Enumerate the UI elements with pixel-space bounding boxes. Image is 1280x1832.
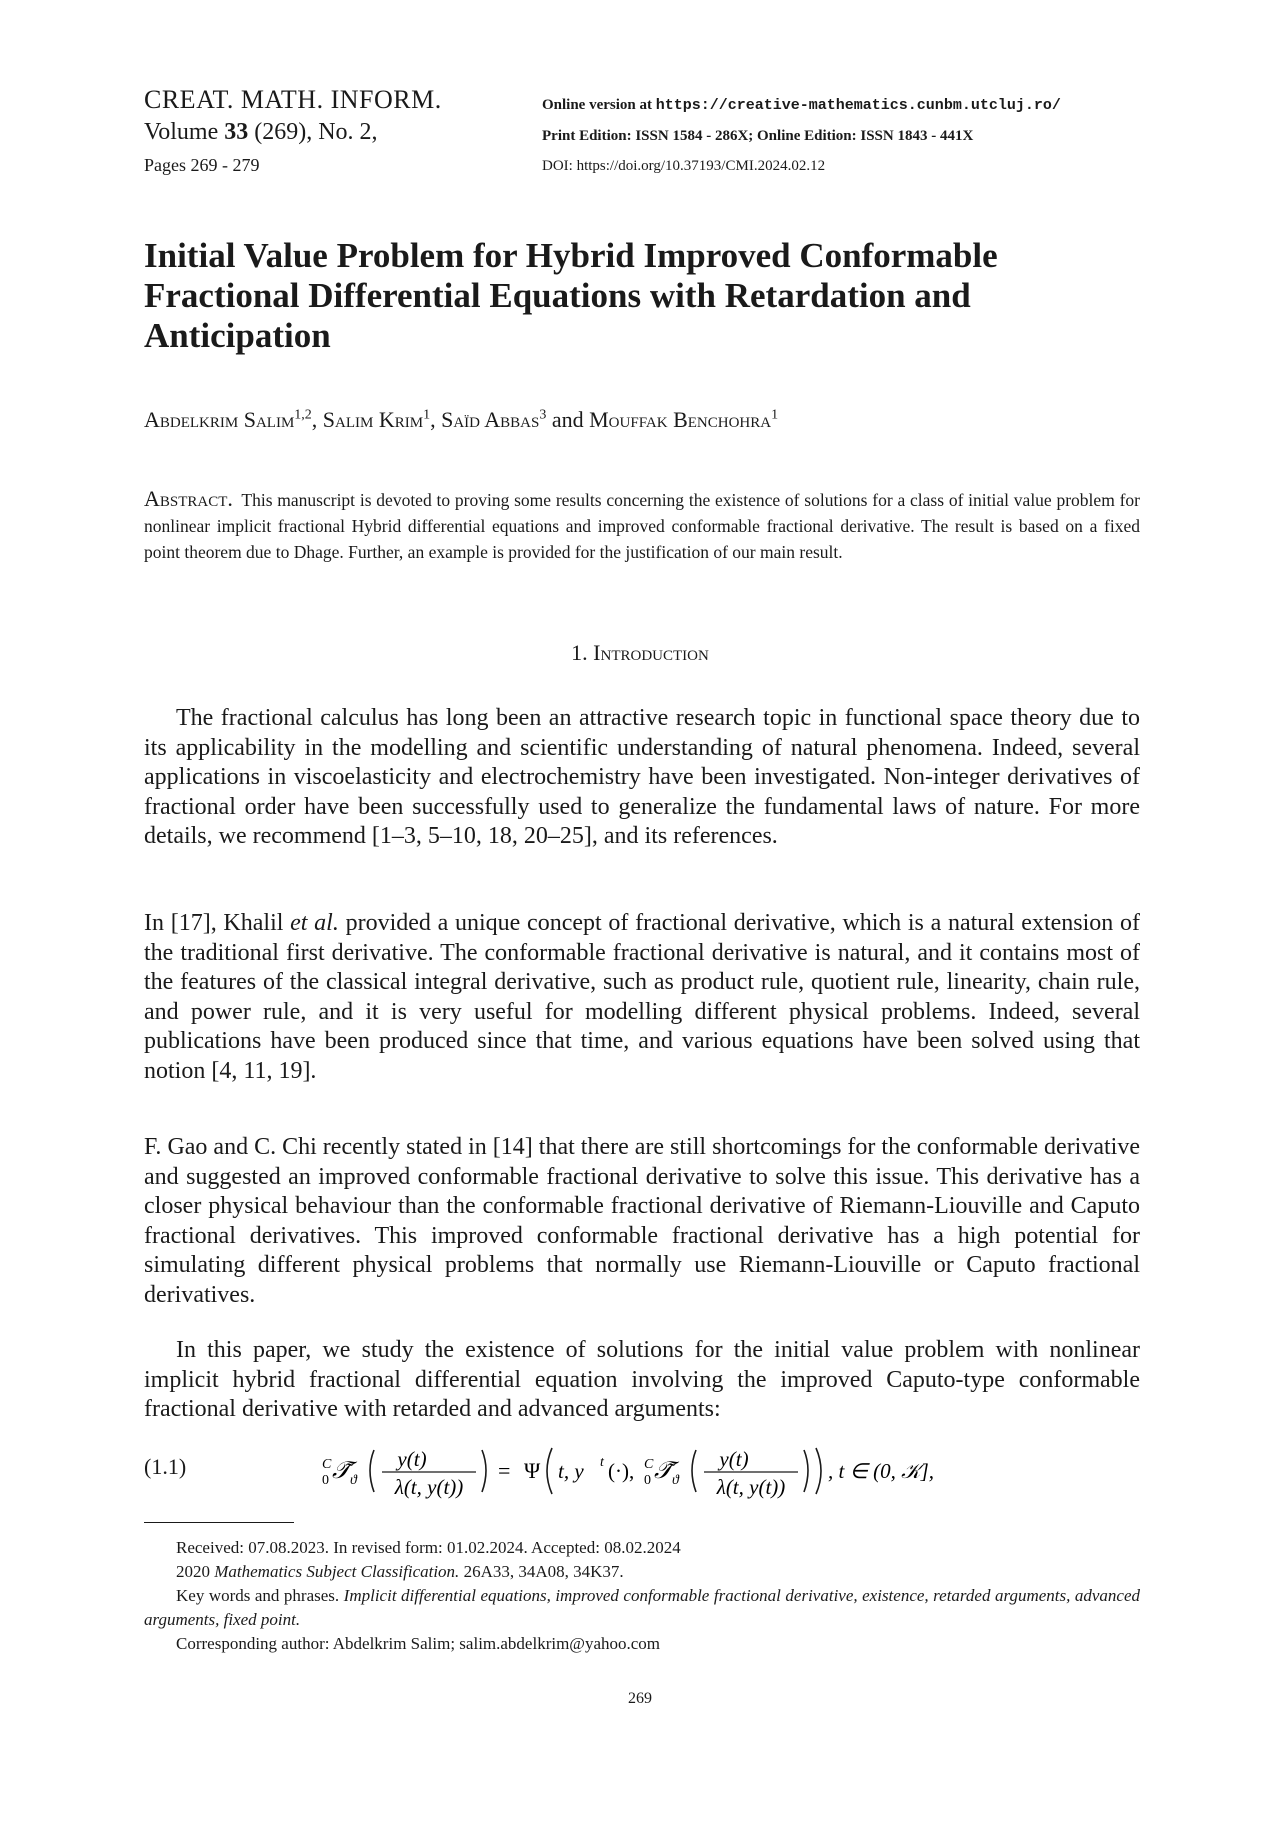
keywords-text: Implicit differential equations, improved conformable fractional derivative, existence, retarded arguments, advanced arguments, fixed point. [144,1586,1140,1629]
volume-line [144,116,504,148]
abstract-label: Abstract. [144,486,233,511]
journal-name: CREAT. MATH. INFORM. [144,85,442,114]
fraction-numerator: y(t) [397,1447,427,1471]
page-number: 269 [628,1690,652,1707]
operator-subscript: 0 [322,1473,329,1488]
paragraph-text: F. Gao and C. Chi recently stated in [14] that there are still shortcomings for the conformable derivative and suggested an improved conformable fractional derivative to solve this issue. This derivative has a closer physical behaviour than the conformable fractional derivative of Riemann-Liouville and Caputo fractional derivatives. This improved conformable fractional derivative has a high potential for simulating different physical problems that normally use Riemann-Liouville or Caputo fractional derivatives. [144,1134,1140,1308]
psi-args: t, y [558,1459,584,1483]
abstract-text: This manuscript is devoted to proving some results concerning the existence of solutions for a class of initial value problem for nonlinear implicit fractional Hybrid differential equations and improved conformable fractional derivative. The result is based on a fixed point theorem due to Dhage. Further, an example is provided for the justification of our main result. [144,490,1140,562]
operator-subscript: 0 [644,1473,651,1488]
msc-classification [144,1560,1140,1584]
author-affiliation: 1 [771,407,779,423]
author-separator: , [430,407,442,432]
paragraph-text: The fractional calculus has long been an attractive research topic in functional space theory due to its applicability in the modelling and scientific understanding of natural phenomena. Indeed, several applications in viscoelasticity and electrochemistry have been investigated. Non-integer derivatives of fractional order have been successfully used to generalize the fundamental laws of nature. For more details, we recommend [1–3, 5–10, 18, 20–25], and its references. [144,705,1140,849]
operator-symbol: 𝒯̃ [654,1458,673,1484]
operator-index: ϑ [672,1473,679,1488]
section-title: Introduction [593,640,709,665]
online-prefix: Online version at [542,97,653,113]
equation-domain: , t ∈ (0, 𝒦], [828,1459,935,1483]
psi-args-tail: (·), [608,1459,635,1483]
received-dates: Received: 07.08.2023. In revised form: 01.02.2024. Accepted: 08.02.2024 [176,1538,681,1557]
journal-header [144,84,504,180]
fraction-numerator: y(t) [719,1447,749,1471]
operator-superscript: C [644,1457,654,1472]
fraction-denominator: λ(t, y(t)) [716,1475,786,1499]
author-separator: , [311,407,323,432]
publication-info [542,90,1262,181]
author-name: Salim Krim [322,407,424,432]
author-name: Mouffak Benchohra [589,407,772,432]
section-heading [0,640,1280,666]
msc-year: 2020 [176,1562,215,1581]
paragraph [144,704,1140,852]
equals-sign: = [498,1458,511,1483]
author-affiliation: 1 [423,407,431,423]
equation-number: (1.1) [144,1454,187,1479]
issn-line: Print Edition: ISSN 1584 - 286X; Online Edition: ISSN 1843 - 441X [542,128,974,144]
paragraph-text: In [17], Khalil [144,910,291,936]
paragraph [144,909,1140,1086]
author-affiliation: 1,2 [294,407,312,423]
abstract [144,486,1140,565]
footnotes [144,1536,1140,1656]
msc-label: Mathematics Subject Classification. [214,1562,460,1581]
psi-symbol: Ψ [524,1458,541,1483]
operator-index: ϑ [350,1473,357,1488]
author-affiliation: 3 [539,407,547,423]
keywords [144,1584,1140,1632]
volume-prefix: Volume [144,119,219,145]
volume-number: 33 [224,119,249,145]
title-line: Fractional Differential Equations with Retardation and [144,276,971,315]
volume-suffix: (269), No. 2, [254,119,378,145]
keywords-label: Key words and phrases. [176,1586,340,1605]
author-list [144,404,1144,436]
corresponding-author: Corresponding author: Abdelkrim Salim; salim.abdelkrim@yahoo.com [176,1634,661,1653]
title-line: Initial Value Problem for Hybrid Improved Conformable [144,236,998,275]
paragraph [144,1133,1140,1310]
msc-codes: 26A33, 34A08, 34K37. [459,1562,624,1581]
paragraph-text: provided a unique concept of fractional derivative, which is a natural extension of the traditional first derivative. The conformable fractional derivative is natural, and it contains most of the features of the classical integral derivative, such as product rule, quotient rule, linearity, chain rule, and power rule, and it is very useful for modelling different physical problems. Indeed, several publications have been produced since that time, and various equations have been solved using that notion [4, 11, 19]. [144,910,1140,1084]
operator-superscript: C [322,1457,332,1472]
author-separator: and [546,407,590,432]
online-version-line [542,90,1262,121]
equation-body [312,1440,1142,1500]
operator-symbol: 𝒯̃ [332,1458,351,1484]
doi-line[interactable]: DOI: https://doi.org/10.37193/CMI.2024.02.12 [542,158,826,174]
fraction-denominator: λ(t, y(t)) [394,1475,464,1499]
author-name: Saïd Abbas [441,407,540,432]
pages-range: Pages 269 - 279 [144,155,260,175]
psi-args-superscript: t [600,1455,604,1470]
section-number: 1. [571,640,588,665]
equation-1-1 [144,1440,1140,1500]
author-name: Abdelkrim Salim [144,407,295,432]
online-url-link[interactable]: https://creative-mathematics.cunbm.utcluj.ro/ [655,97,1061,114]
paper-title [144,236,1144,356]
title-line: Anticipation [144,316,331,355]
et-al: et al. [290,910,339,936]
paragraph [144,1336,1140,1425]
paragraph-text: In this paper, we study the existence of solutions for the initial value problem with nonlinear implicit hybrid fractional differential equation involving the improved Caputo-type conformable fractional derivative with retarded and advanced arguments: [144,1337,1140,1422]
footnote-rule [144,1522,294,1523]
